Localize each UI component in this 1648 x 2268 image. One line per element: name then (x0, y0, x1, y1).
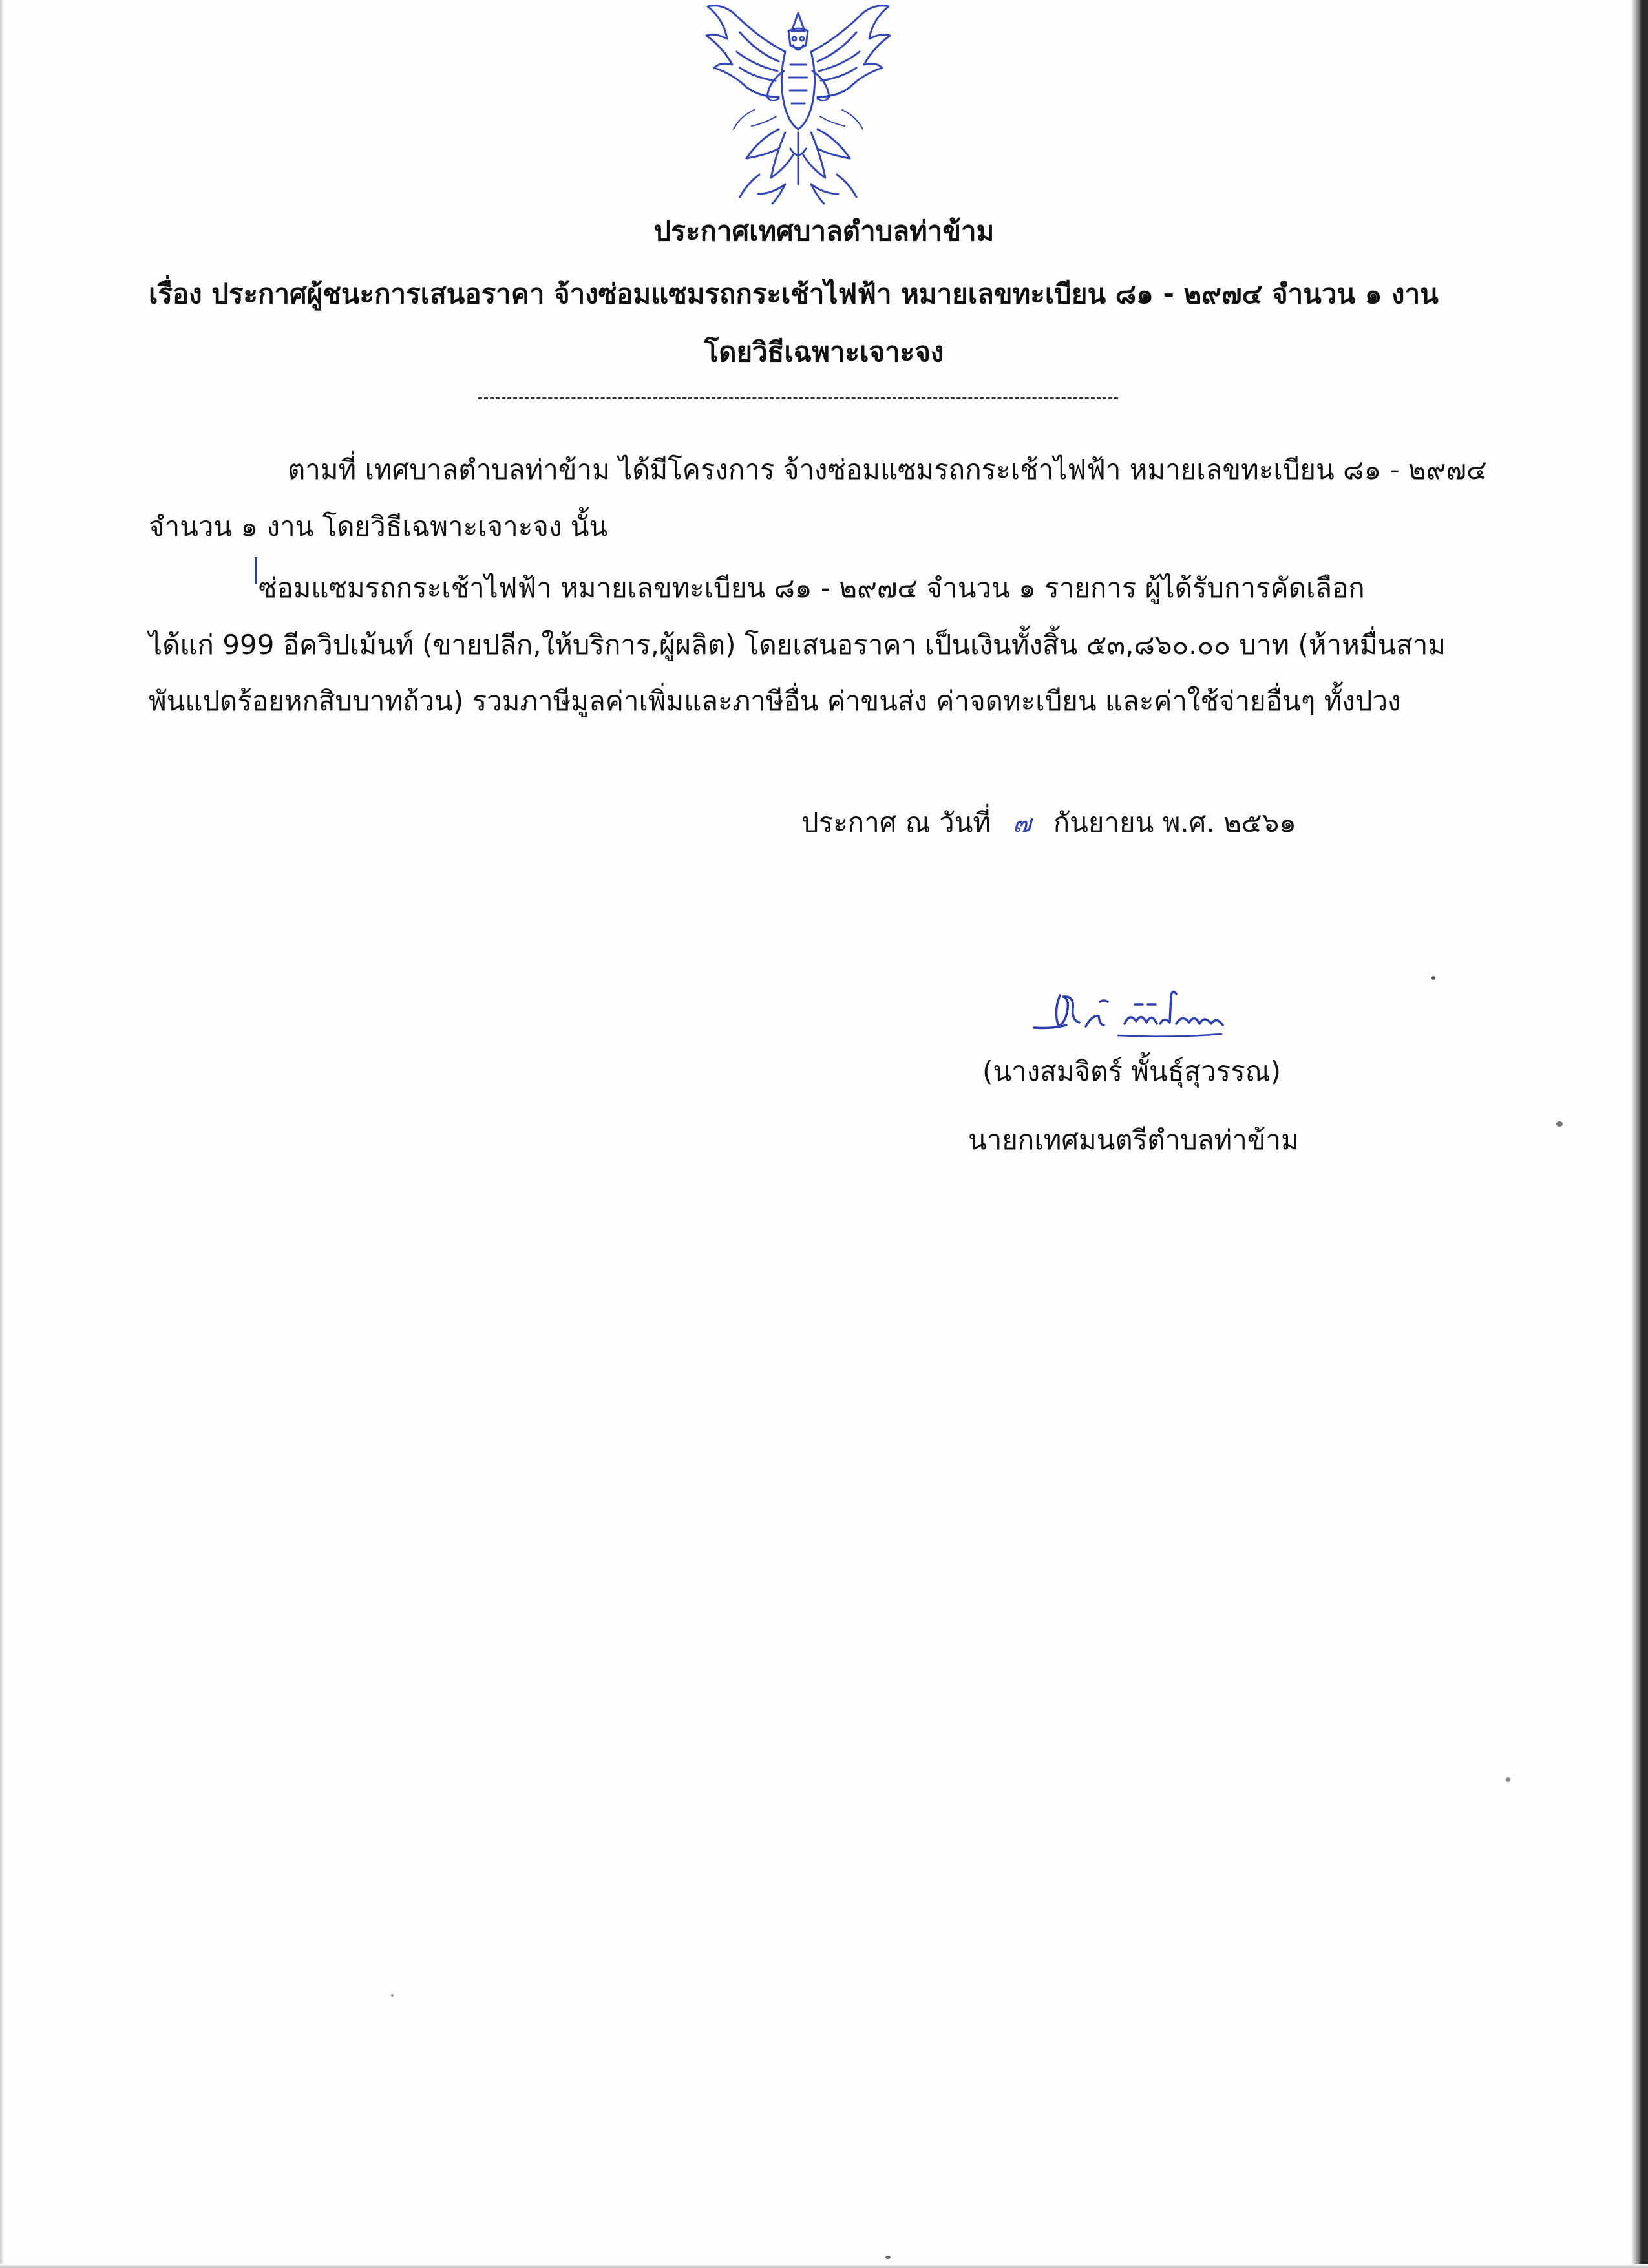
announcement-date (801, 803, 1296, 843)
date-prefix: ประกาศ ณ วันที่ (801, 807, 991, 838)
paragraph-2-line-2: ได้แก่ 999 อีควิปเม้นท์ (ขายปลีก,ให้บริการ,ผู้ผลิต) โดยเสนอราคา เป็นเงินทั้งสิ้น ๕๓,๘๖๐.๐๐ บาท (ห้าหมื่นสาม (149, 629, 1446, 661)
separator-line (478, 397, 1118, 399)
signature-icon (1028, 976, 1234, 1047)
document-title: ประกาศเทศบาลตำบลท่าข้าม (653, 215, 995, 247)
paragraph-2-line-3: พันแปดร้อยหกสิบบาทถ้วน) รวมภาษีมูลค่าเพิ่มและภาษีอื่น ค่าขนส่ง ค่าจดทะเบียน และค่าใช้จ่ายอื่นๆ ทั้งปวง (149, 685, 1401, 717)
handwritten-correction-mark (255, 557, 257, 584)
scan-speck (1431, 976, 1435, 980)
signer-title: นายกเทศมนตรีตำบลท่าข้าม (968, 1124, 1299, 1156)
paragraph-1-line-2: จำนวน ๑ งาน โดยวิธีเฉพาะเจาะจง นั้น (149, 511, 608, 542)
garuda-emblem-icon (695, 0, 902, 210)
document-subject: เรื่อง ประกาศผู้ชนะการเสนอราคา จ้างซ่อมแซมรถกระเช้าไฟฟ้า หมายเลขทะเบียน ๘๑ - ๒๙๗๔ จำนวน ๑ งาน (149, 278, 1439, 310)
date-suffix: กันยายน พ.ศ. ๒๕๖๑ (1053, 807, 1296, 838)
scan-speck (885, 2256, 891, 2259)
scan-speck (1556, 1121, 1563, 1127)
scan-edge-bottom (0, 2264, 1648, 2268)
scan-speck (1506, 1777, 1510, 1782)
scan-speck (391, 1994, 394, 1997)
paragraph-1-line-1: ตามที่ เทศบาลตำบลท่าข้าม ได้มีโครงการ จ้างซ่อมแซมรถกระเช้าไฟฟ้า หมายเลขทะเบียน ๘๑ - ๒๙๗๔ (288, 454, 1487, 485)
paragraph-2-line-1: ซ่อมแซมรถกระเช้าไฟฟ้า หมายเลขทะเบียน ๘๑ - ๒๙๗๔ จำนวน ๑ รายการ ผู้ได้รับการคัดเลือก (259, 572, 1365, 604)
signer-name: (นางสมจิตร์ พั้นธุ์สุวรรณ) (982, 1055, 1282, 1087)
document-subject-continued: โดยวิธีเฉพาะเจาะจง (704, 336, 944, 368)
date-day-handwritten: ๗ (1013, 809, 1031, 838)
